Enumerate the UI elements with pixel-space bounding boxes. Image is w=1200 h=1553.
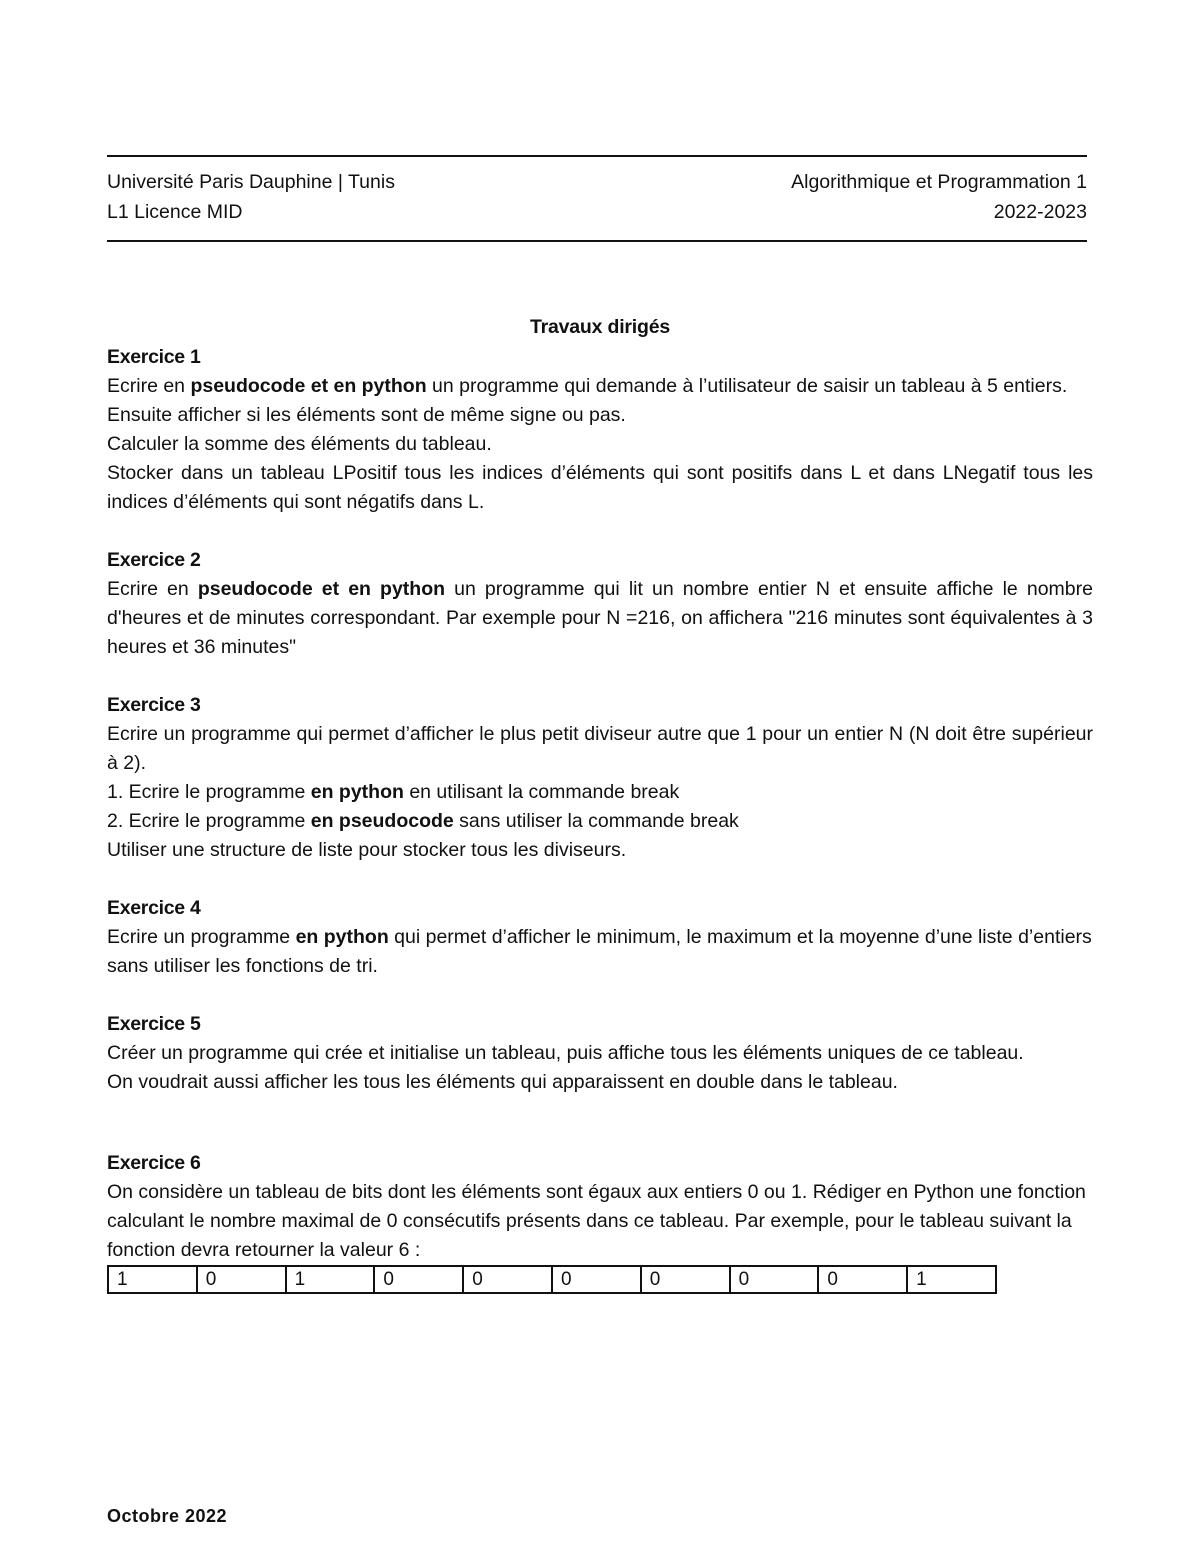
exercise-3-line-4: Utiliser une structure de liste pour stocker tous les diviseurs. <box>107 839 627 861</box>
exercise-3-item-2-c: sans utiliser la commande break <box>453 810 739 832</box>
course-name: Algorithmique et Programmation 1 <box>791 171 1087 193</box>
university-name: Université Paris Dauphine | Tunis <box>107 171 395 193</box>
exercise-3-title: Exercice 3 <box>107 694 201 716</box>
footer-date: Octobre 2022 <box>107 1506 228 1526</box>
exercise-4-title: Exercice 4 <box>107 897 201 919</box>
exercise-3-item-1-emphasis: en python <box>310 781 404 803</box>
bit-cell: 0 <box>730 1266 819 1293</box>
bit-cell: 0 <box>552 1266 641 1293</box>
exercise-2-text-a: Ecrire en <box>107 578 198 600</box>
header-top-rule <box>107 155 1087 157</box>
header-row-1 <box>107 171 1087 199</box>
exercise-4-statement <box>107 923 1093 981</box>
exercise-3-item-2-a: 2. Ecrire le programme <box>107 810 311 832</box>
bit-cell: 0 <box>641 1266 730 1293</box>
exercise-3-item-1 <box>107 778 1093 807</box>
exercise-2-text-c: un programme qui lit un nombre entier N et ensuite affiche le nombre d'heures et de minutes correspondant. Par exemple pour N =216, on affichera "216 minutes sont équivalentes à 3 heures et 36 minutes" <box>107 578 1093 658</box>
header-bottom-rule <box>107 240 1087 242</box>
bit-cell: 1 <box>108 1266 197 1293</box>
exercise-5-line-1: Créer un programme qui crée et initialise un tableau, puis affiche tous les éléments uniques de ce tableau. <box>107 1042 1024 1064</box>
page-title: Travaux dirigés <box>529 316 671 338</box>
exercise-1-line-4: Stocker dans un tableau LPositif tous les indices d’éléments qui sont positifs dans L et dans LNegatif tous les indices d’éléments qui sont négatifs dans L. <box>107 462 1093 513</box>
exercise-4-text-c: qui permet d’afficher le minimum, le maximum et la moyenne d’une liste d’entiers sans utiliser les fonctions de tri. <box>107 926 1092 977</box>
exercise-1-line-2: Ensuite afficher si les éléments sont de même signe ou pas. <box>107 404 626 426</box>
exercise-6-title: Exercice 6 <box>107 1152 201 1174</box>
academic-year: 2022-2023 <box>993 201 1087 223</box>
bit-cell: 1 <box>286 1266 375 1293</box>
exercise-4-emphasis: en python <box>295 926 389 948</box>
program-name: L1 Licence MID <box>107 201 243 223</box>
exercise-5-title: Exercice 5 <box>107 1013 201 1035</box>
exercise-1-text-c: un programme qui demande à l’utilisateur de saisir un tableau à 5 entiers. <box>426 375 1068 397</box>
exercise-1 <box>107 343 1093 517</box>
bit-cell: 0 <box>374 1266 463 1293</box>
exercise-4-text-a: Ecrire un programme <box>107 926 296 948</box>
exercise-3-item-2 <box>107 807 1093 836</box>
exercise-1-emphasis: pseudocode et en python <box>190 375 427 397</box>
bit-cell: 0 <box>818 1266 907 1293</box>
exercise-3-statement: Ecrire un programme qui permet d’afficher le plus petit diviseur autre que 1 pour un entier N (N doit être supérieur à 2). <box>107 723 1093 774</box>
exercise-6 <box>107 1149 1093 1294</box>
exercise-5 <box>107 1010 1093 1097</box>
bit-cell: 0 <box>463 1266 552 1293</box>
exercise-2 <box>107 546 1093 662</box>
bit-cell: 1 <box>907 1266 996 1293</box>
exercise-1-statement <box>107 372 1093 401</box>
exercise-3-item-2-emphasis: en pseudocode <box>310 810 454 832</box>
exercise-3-item-1-c: en utilisant la commande break <box>403 781 680 803</box>
bits-row <box>108 1266 996 1293</box>
exercise-2-statement <box>107 575 1093 662</box>
header-row-2 <box>107 201 1087 229</box>
exercise-1-line-3: Calculer la somme des éléments du tableau. <box>107 433 492 455</box>
exercise-4 <box>107 894 1093 981</box>
exercise-1-title: Exercice 1 <box>107 346 201 368</box>
exercise-3-item-1-a: 1. Ecrire le programme <box>107 781 311 803</box>
exercise-1-text-a: Ecrire en <box>107 375 191 397</box>
exercise-2-emphasis: pseudocode et en python <box>197 578 446 600</box>
exercise-6-statement: On considère un tableau de bits dont les éléments sont égaux aux entiers 0 ou 1. Rédiger en Python une fonction calculant le nombre maximal de 0 consécutifs présents dans ce tableau. Par exemple, pour le tableau suivant la fonction devra retourner la valeur 6 : <box>107 1181 1086 1261</box>
exercise-2-title: Exercice 2 <box>107 549 201 571</box>
exercises <box>107 343 1093 1294</box>
exercise-3 <box>107 691 1093 865</box>
exercise-5-line-2: On voudrait aussi afficher les tous les éléments qui apparaissent en double dans le tableau. <box>107 1071 898 1093</box>
bit-cell: 0 <box>197 1266 286 1293</box>
bits-table <box>107 1265 997 1294</box>
